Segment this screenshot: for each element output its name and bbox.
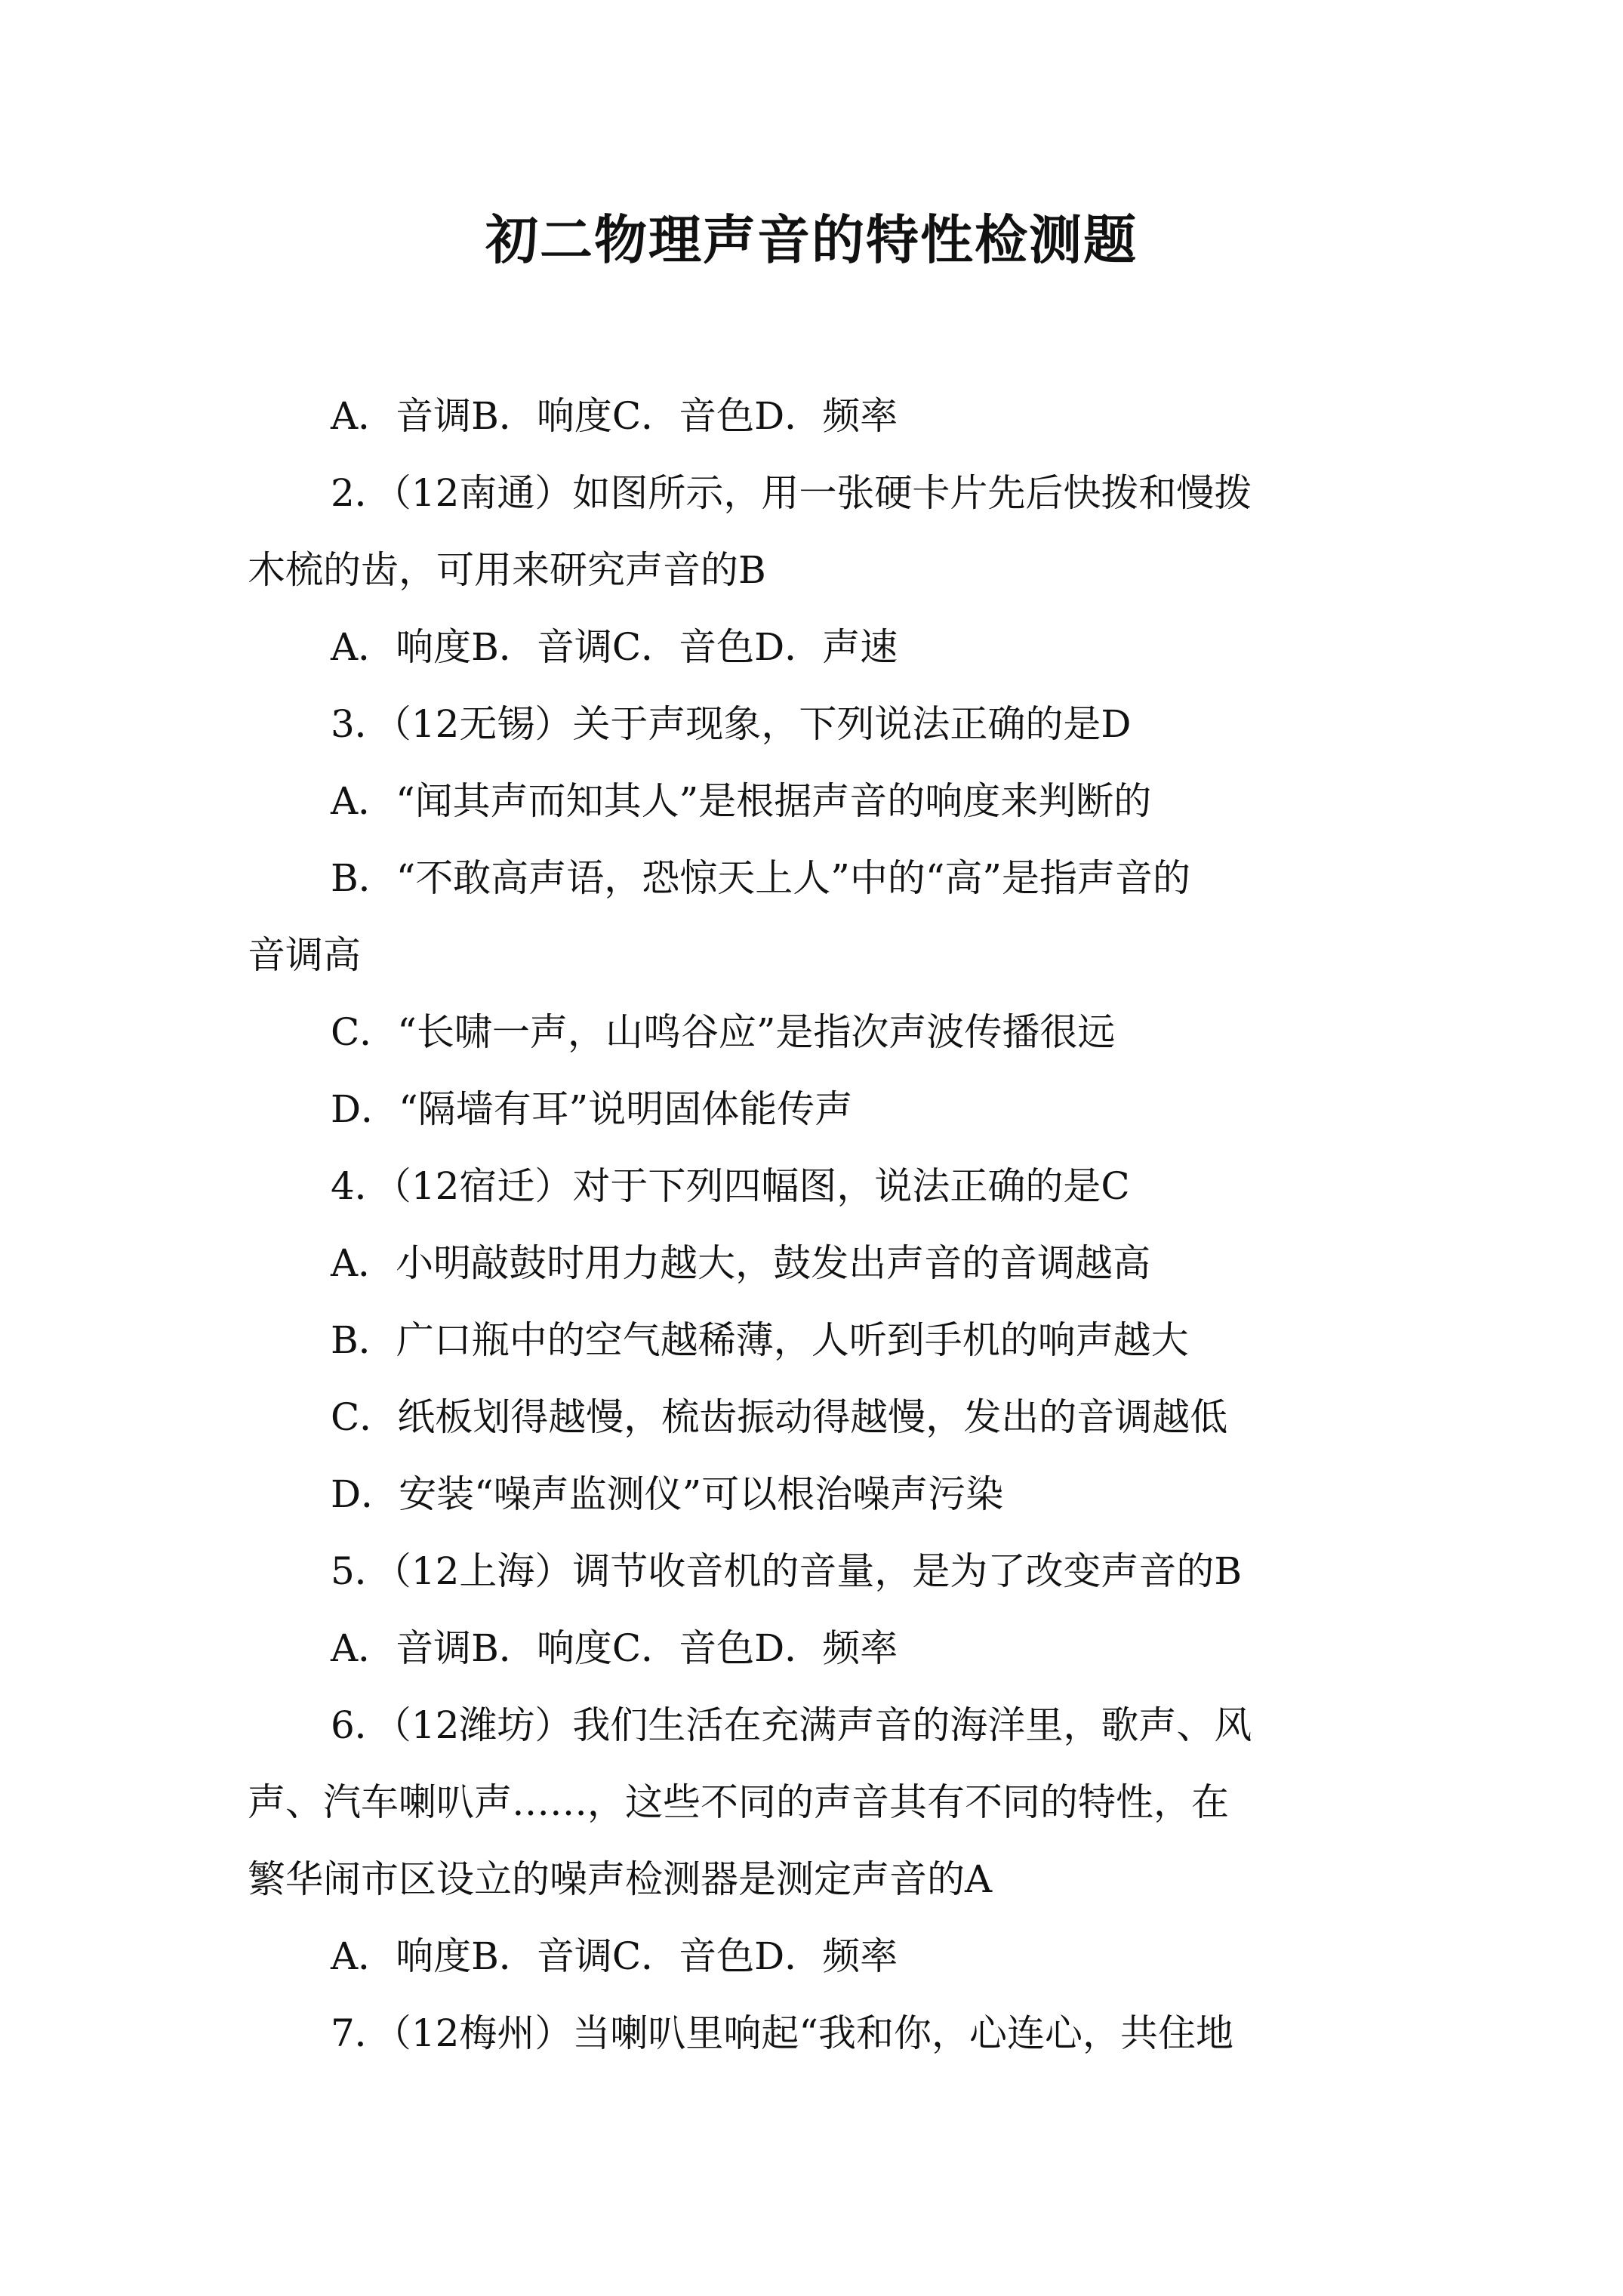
page-title: 初二物理声音的特性检测题 — [485, 208, 1138, 271]
text-line: A．响度B．音调C．音色D．声速 — [331, 625, 898, 669]
text-line: 繁华闹市区设立的噪声检测器是测定声音的A — [248, 1857, 993, 1901]
text-line: C．纸板划得越慢，梳齿振动得越慢，发出的音调越低 — [331, 1395, 1228, 1439]
text-line: B．广口瓶中的空气越稀薄，人听到手机的响声越大 — [331, 1318, 1189, 1362]
text-line: 5．（12上海）调节收音机的音量，是为了改变声音的B — [331, 1549, 1243, 1593]
text-line: A．响度B．音调C．音色D．频率 — [331, 1934, 898, 1978]
text-line: A．“闻其声而知其人”是根据声音的响度来判断的 — [331, 779, 1152, 823]
text-line: 2．（12南通）如图所示，用一张硬卡片先后快拨和慢拨 — [331, 471, 1252, 515]
document-body — [248, 378, 1387, 2072]
text-line: D．安装“噪声监测仪”可以根治噪声污染 — [331, 1472, 1004, 1516]
text-line: B．“不敢高声语，恐惊天上人”中的“高”是指声音的 — [331, 856, 1190, 900]
text-line: A．音调B．响度C．音色D．频率 — [331, 1626, 898, 1670]
text-line: A．小明敲鼓时用力越大，鼓发出声音的音调越高 — [331, 1241, 1151, 1285]
text-line: 6．（12潍坊）我们生活在充满声音的海洋里，歌声、风 — [331, 1703, 1252, 1747]
text-line: C．“长啸一声，山鸣谷应”是指次声波传播很远 — [331, 1010, 1116, 1054]
text-line: 4．（12宿迁）对于下列四幅图，说法正确的是C — [331, 1164, 1130, 1208]
text-line: 7．（12梅州）当喇叭里响起“我和你，心连心，共住地 — [331, 2011, 1233, 2055]
text-line: 3．（12无锡）关于声现象，下列说法正确的是D — [331, 702, 1132, 746]
text-line: 声、汽车喇叭声……，这些不同的声音其有不同的特性，在 — [248, 1780, 1229, 1824]
text-line: 音调高 — [248, 933, 361, 977]
text-line: A．音调B．响度C．音色D．频率 — [331, 394, 898, 438]
text-line: 木梳的齿，可用来研究声音的B — [248, 548, 766, 592]
text-line: D．“隔墙有耳”说明固体能传声 — [331, 1087, 853, 1131]
